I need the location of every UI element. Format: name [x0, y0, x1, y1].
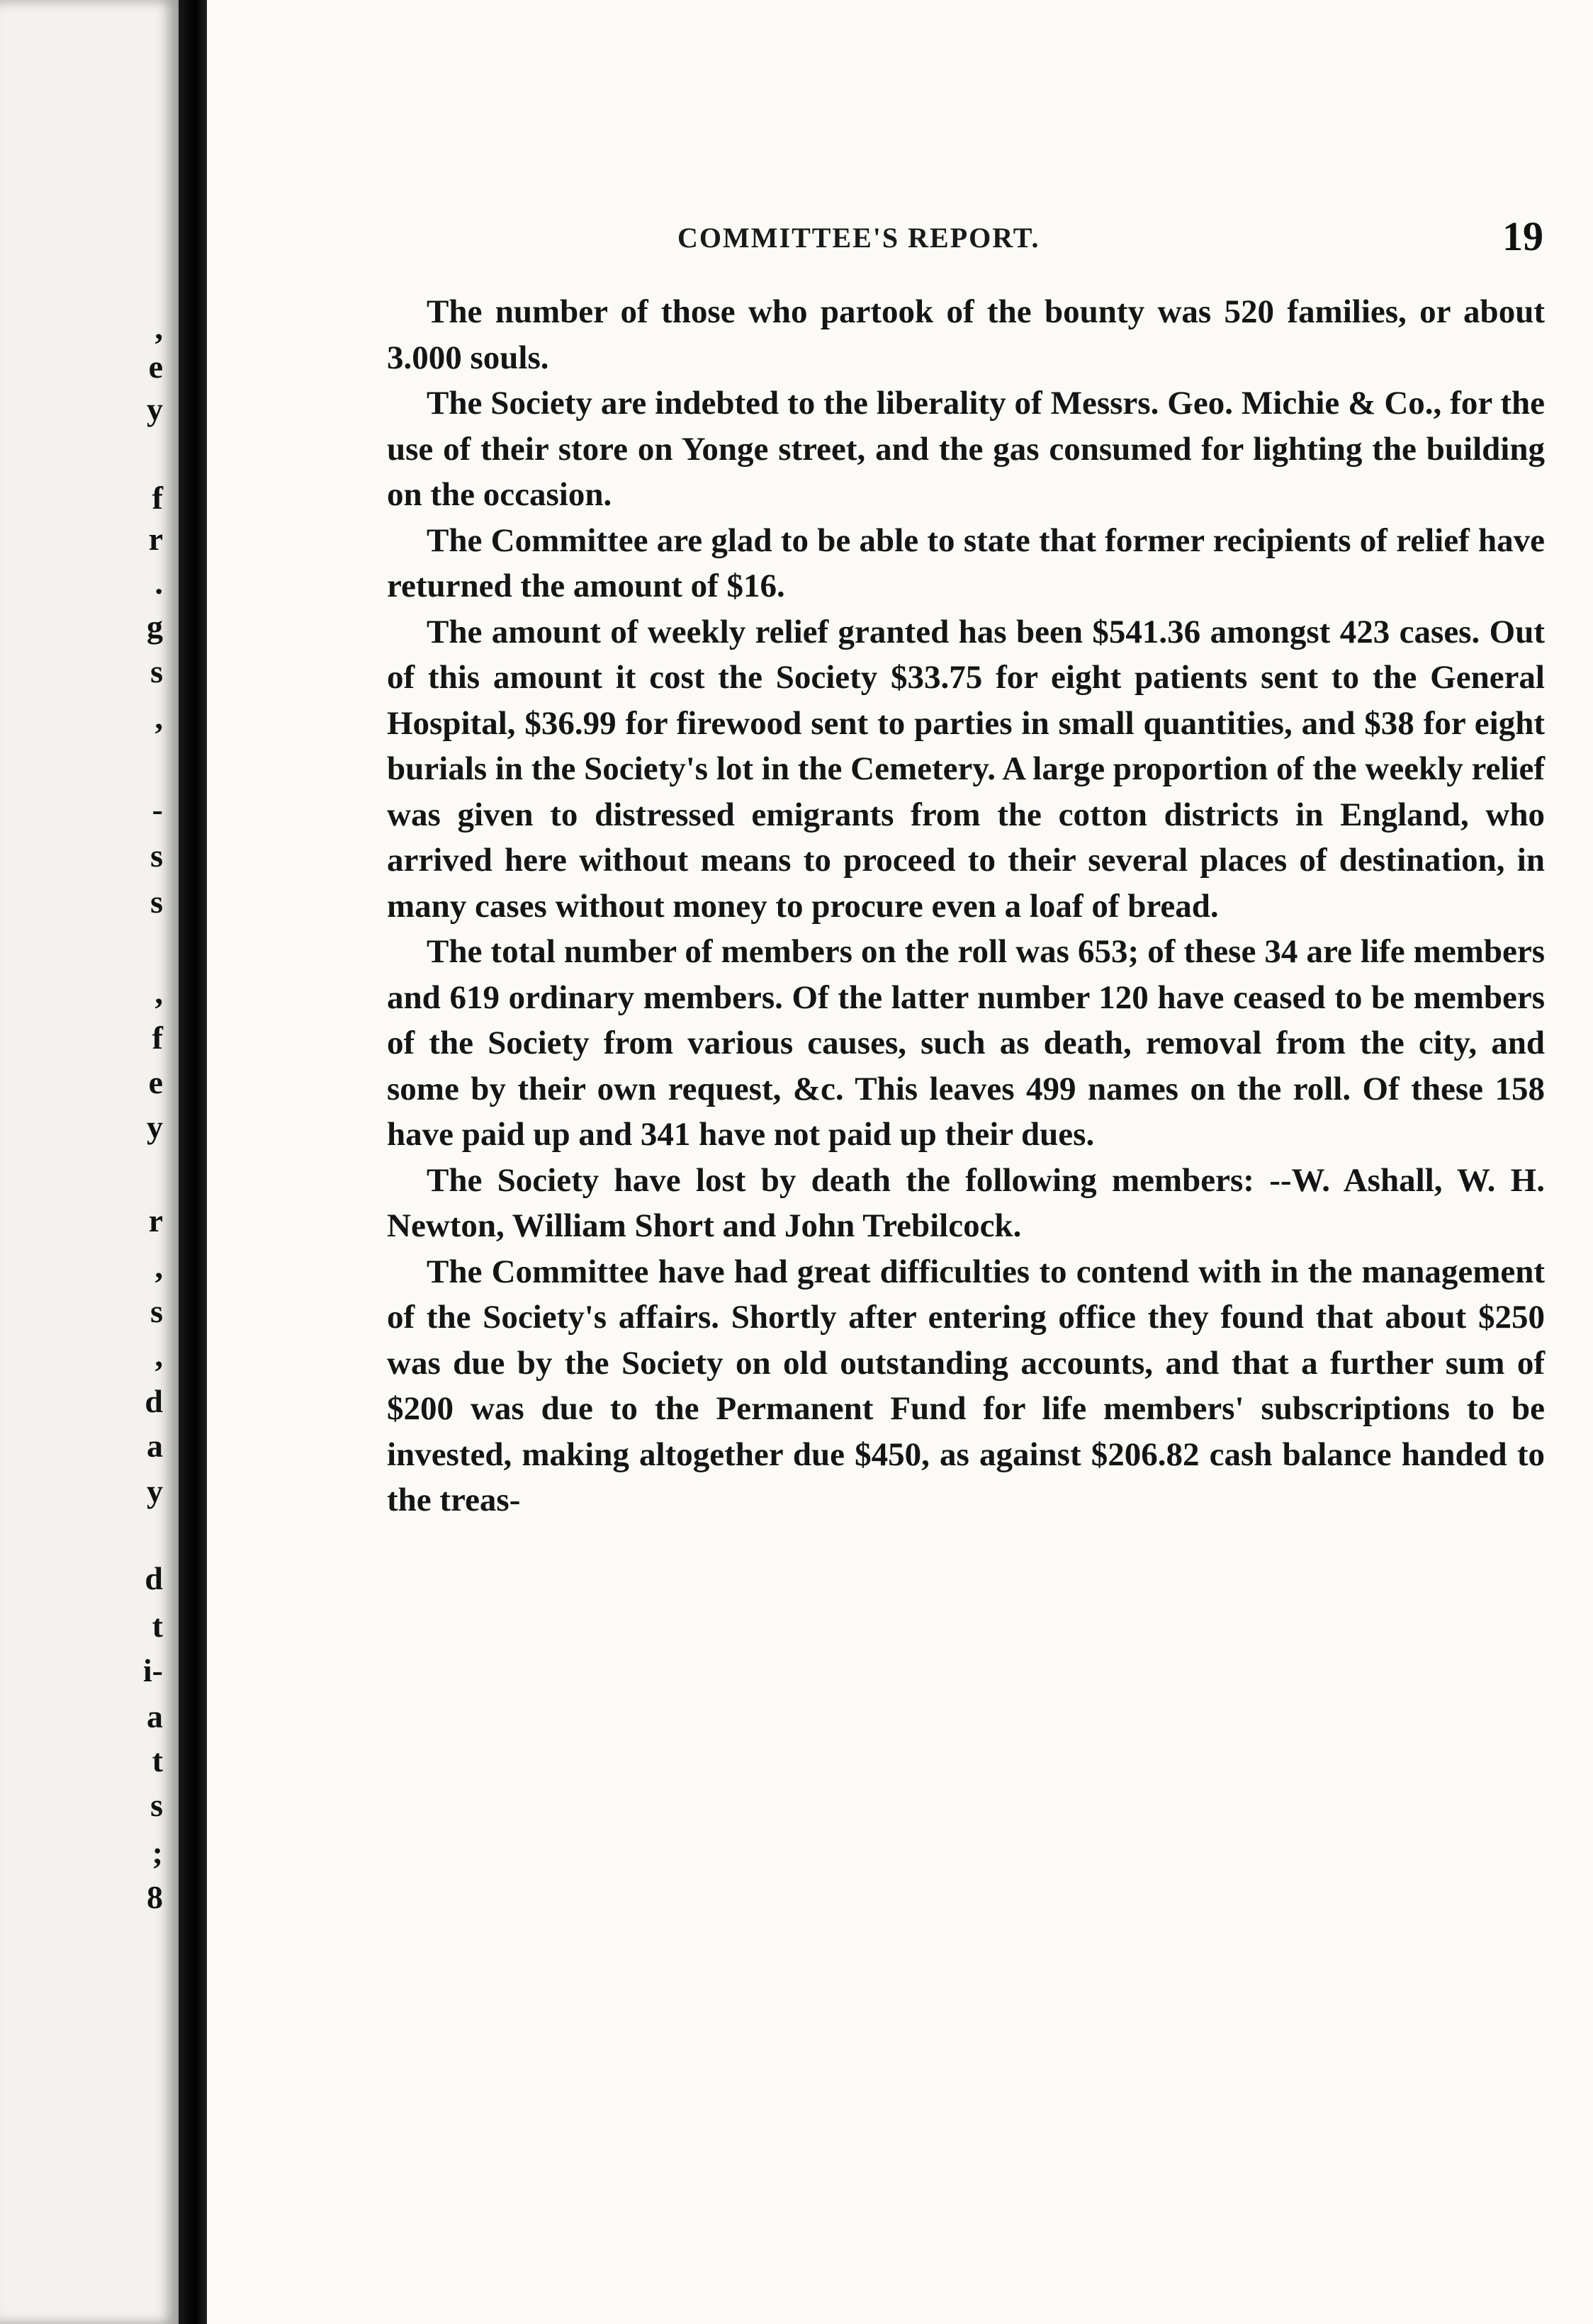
- edge-char: s: [150, 1293, 163, 1329]
- document-page: [207, 0, 1593, 2324]
- edge-char: ,: [154, 699, 163, 735]
- edge-char: r: [148, 521, 163, 557]
- text-block: [387, 213, 1545, 1523]
- paragraph: The amount of weekly relief granted has been $541.36 amongst 423 cases. Out of this amount it cost the Society $33.75 for eight patients sent to the General Hospital, $36.99 for firewood sent to parties in small quantities, and $38 for eight burials in the Society's lot in the Cemetery. A large proportion of the weekly relief was given to distressed emigrants from the cotton districts in England, who arrived here without means to proceed to their several places of destination, in many cases without money to procure even a loaf of bread.: [387, 613, 1545, 925]
- edge-char: -: [152, 791, 163, 828]
- previous-page-text-fragments: [113, 0, 163, 2324]
- edge-char: y: [147, 391, 163, 427]
- edge-char: i-: [142, 1652, 163, 1688]
- edge-char: ,: [154, 310, 163, 346]
- edge-char: s: [150, 1787, 163, 1823]
- edge-char: y: [147, 1109, 163, 1145]
- edge-char: t: [152, 1608, 163, 1644]
- edge-char: e: [148, 1064, 163, 1100]
- edge-char: ,: [154, 1248, 163, 1285]
- edge-char: a: [147, 1428, 163, 1464]
- paragraph: The Committee are glad to be able to state that former recipients of relief have returned the amount of $16.: [387, 521, 1545, 604]
- paragraph: The number of those who partook of the bounty was 520 families, or about 3.000 souls.: [387, 293, 1545, 376]
- paragraph: The Society are indebted to the liberality of Messrs. Geo. Michie & Co., for the use of their store on Yonge street, and the gas consumed for lighting the building on the occasion.: [387, 385, 1545, 513]
- edge-char: s: [150, 837, 163, 874]
- edge-char: t: [152, 1742, 163, 1778]
- edge-char: 8: [147, 1879, 163, 1915]
- edge-char: ;: [152, 1834, 163, 1871]
- edge-char: f: [152, 480, 163, 516]
- edge-char: a: [147, 1698, 163, 1734]
- edge-char: r: [148, 1202, 163, 1239]
- running-header: [387, 213, 1545, 276]
- edge-char: s: [150, 653, 163, 689]
- book-gutter: [179, 0, 207, 2324]
- paragraph: The Committee have had great difficulties to contend with in the management of the Society's affairs. Shortly after entering office they found that about $250 was due by the Society on old outstanding accounts, and that a further sum of $200 was due to the Permanent Fund for life members' subscriptions to be invested, making altogether due $450, as against $206.82 cash balance handed to the treas-: [387, 1253, 1545, 1518]
- edge-char: ,: [154, 1337, 163, 1373]
- edge-char: d: [145, 1383, 163, 1419]
- page-number: 19: [1502, 213, 1543, 259]
- body-text: [387, 289, 1545, 1523]
- edge-char: g: [147, 609, 163, 645]
- paragraph: The Society have lost by death the following members: --W. Ashall, W. H. Newton, William Short and John Trebilcock.: [387, 1161, 1545, 1244]
- edge-char: f: [152, 1020, 163, 1056]
- running-title: COMMITTEE'S REPORT.: [677, 222, 1040, 254]
- paragraph: The total number of members on the roll was 653; of these 34 are life members and 619 ordinary members. Of the latter number 120 have ceased to be members of the Society from various causes, such as death, removal from the city, and some by their own request, &c. This leaves 499 names on the roll. Of these 158 have paid up and 341 have not paid up their dues.: [387, 933, 1545, 1153]
- edge-char: y: [147, 1473, 163, 1509]
- edge-char: ,: [154, 974, 163, 1010]
- edge-char: .: [154, 565, 163, 601]
- previous-page-edge: [0, 0, 179, 2324]
- edge-char: e: [148, 349, 163, 385]
- edge-char: d: [145, 1560, 163, 1596]
- edge-char: s: [150, 884, 163, 920]
